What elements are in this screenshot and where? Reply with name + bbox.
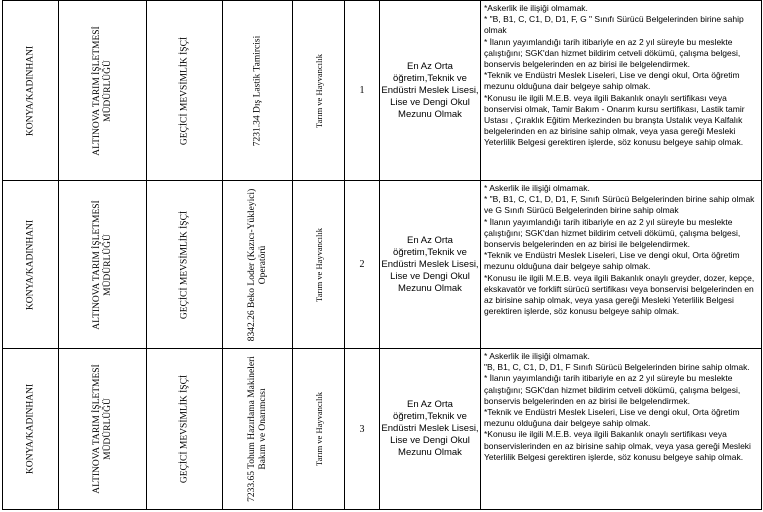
unit-label-line1: ALTINOVA TARIM İŞLETMESİ <box>91 364 102 494</box>
requirement-item: *Konusu ile ilgili M.E.B. veya ilgili Bakanlık onaylı greyder, dozer, kepçe, ekskavatör ve forklift sürücü sertifikası veya bonservisi belgelerinden en az birisine sahip olmak, veya yasa gereği Mesleki Yeterlilik Belgesi gerektiren işlerde, söz konusu belgeye sahip olmak. <box>484 272 755 317</box>
employment-type-cell <box>147 181 223 349</box>
requirements-cell <box>481 181 762 349</box>
employment-type-cell <box>147 349 223 510</box>
position-label-line1: 8342.26 Beko Loder (Kazıcı-Yükleyici) <box>246 188 257 341</box>
field-cell <box>293 181 345 349</box>
job-listing-table <box>2 0 762 510</box>
field-cell <box>293 349 345 510</box>
requirement-item: * Askerlik ile ilişiği olmamak. <box>484 183 590 193</box>
unit-label-line1: ALTINOVA TARIM İŞLETMESİ <box>91 199 102 330</box>
province-label: KONYA/KADINHANI <box>25 45 35 136</box>
employment-type-label: GEÇİCİ MEVSİMLİK İŞÇİ <box>179 374 189 484</box>
field-cell <box>293 1 345 181</box>
requirement-item: * "B, B1, C, C1, D, D1, F, Sınıfı Sürücü Belgelerinden birine sahip olmak ve G Sınıfı Sürücü Belgelerinden birine sahip olmak <box>484 194 755 216</box>
requirement-item: *Teknik ve Endüstri Meslek Liseleri, Lise ve dengi okul, Orta öğretim mezunu olduğuna dair belgeye sahip olmak. <box>484 70 740 92</box>
requirement-item: *Konusu ile ilgili M.E.B. veya ilgili Bakanlık onaylı sertifikası veya bonservisi olmak, Tamir Bakım - Onarım kursu sertifikası, Lastik tamir Ustası , Çıraklık Eğitim Merkezinden bu branşta Ustalık veya Kalfalık belgelerinden en az birisine sahip olmak, veya yasa gereği Mesleki Yeterlilik Belgesi gerektiren işlerde, söz konusu belgeye sahip olmak. <box>484 92 745 148</box>
unit-label-line2: MÜDÜRLÜĞÜ <box>102 59 113 122</box>
education-cell: En Az Orta öğretim,Teknik ve Endüstri Meslek Lisesi, Lise ve Dengi Okul Mezunu Olmak <box>380 349 481 510</box>
province-label: KONYA/KADINHANI <box>25 219 35 310</box>
requirement-item: *Askerlik ile ilişiği olmamak. <box>484 3 588 13</box>
position-label: 7231.34 Dış Lastik Tamircisi <box>252 35 262 146</box>
position-cell <box>223 181 293 349</box>
requirement-item: * Askerlik ile ilişiği olmamak. <box>484 351 590 361</box>
requirement-item: "B, B1, C, C1, D, D1, F Sınıfı Sürücü Belgelerinden birine sahip olmak. <box>484 362 750 373</box>
province-cell <box>3 181 59 349</box>
count-cell: 1 <box>345 1 380 181</box>
position-cell <box>223 1 293 181</box>
table-row <box>3 1 762 181</box>
position-label-line2: Operatörü <box>257 245 268 284</box>
table-row <box>3 181 762 349</box>
education-cell: En Az Orta öğretim,Teknik ve Endüstri Meslek Lisesi, Lise ve Dengi Okul Mezunu Olmak <box>380 181 481 349</box>
unit-label-line1: ALTINOVA TARIM İŞLETMESİ <box>91 25 102 156</box>
requirements-cell <box>481 349 762 510</box>
field-label: Tarım ve Hayvancılık <box>313 53 324 128</box>
requirement-item: * İlanın yayımlandığı tarih itibariyle en az 2 yıl süreyle bu meslekte çalıştığını; SGK'dan hizmet bildirim cetveli dökümü, çalışma belgesi, bonservis belgelerinden en az birisi ile belgelendirmek. <box>484 216 741 250</box>
employment-type-cell <box>147 1 223 181</box>
employment-type-label: GEÇİCİ MEVSİMLİK İŞÇİ <box>179 210 189 319</box>
position-cell <box>223 349 293 510</box>
requirement-item: * "B, B1, C, C1, D, D1, F, G " Sınıfı Sürücü Belgelerinden birine sahip olmak <box>484 14 744 36</box>
requirement-item: *Teknik ve Endüstri Meslek Liseleri, Lise ve dengi okul, Orta öğretim mezunu olduğuna dair belgeye sahip olmak. <box>484 407 740 429</box>
employment-type-label: GEÇİCİ MEVSİMLİK İŞÇİ <box>179 36 189 145</box>
count-cell: 2 <box>345 181 380 349</box>
unit-label-line2: MÜDÜRLÜĞÜ <box>102 233 113 296</box>
count-cell: 3 <box>345 349 380 510</box>
unit-cell <box>59 349 147 510</box>
unit-cell <box>59 1 147 181</box>
province-cell <box>3 349 59 510</box>
province-label: KONYA/KADINHANI <box>25 383 35 475</box>
field-label: Tarım ve Hayvancılık <box>313 227 324 302</box>
requirement-item: *Teknik ve Endüstri Meslek Liseleri, Lise ve dengi okul, Orta öğretim mezunu olduğuna dair belgeye sahip olmak. <box>484 250 740 272</box>
province-cell <box>3 1 59 181</box>
position-label-line1: 7233.65 Tohum Hazırlama Makineleri <box>246 356 257 502</box>
education-cell: En Az Orta öğretim,Teknik ve Endüstri Meslek Lisesi, Lise ve Dengi Okul Mezunu Olmak <box>380 1 481 181</box>
field-label: Tarım ve Hayvancılık <box>313 392 324 466</box>
requirement-item: *Konusu ile ilgili M.E.B. veya ilgili Bakanlık onaylı sertifikası veya bonservislerinden en az birisine sahip olmak, veya yasa gereği Mesleki Yeterlilik Belgesi gerektiren işlerde, söz konusu belgeye sahip olmak. <box>484 429 751 462</box>
unit-cell <box>59 181 147 349</box>
table-row <box>3 349 762 510</box>
position-label-line2: Bakım ve Onarımcısı <box>257 388 268 470</box>
requirement-item: * İlanın yayımlandığı tarih itibariyle en az 2 yıl süreyle bu meslekte çalıştığını; SGK'dan hizmet bildirim cetveli dökümü, çalışma belgesi, bonservis belgelerinden en az birisi ile belgelendirmek. <box>484 373 741 406</box>
unit-label-line2: MÜDÜRLÜĞÜ <box>102 398 113 460</box>
requirement-item: * İlanın yayımlandığı tarih itibariyle en az 2 yıl süreyle bu meslekte çalıştığını; SGK'dan hizmet bildirim cetveli dökümü, çalışma belgesi, bonservis belgelerinden en az birisi ile belgelendirmek. <box>484 36 741 70</box>
requirements-cell <box>481 1 762 181</box>
